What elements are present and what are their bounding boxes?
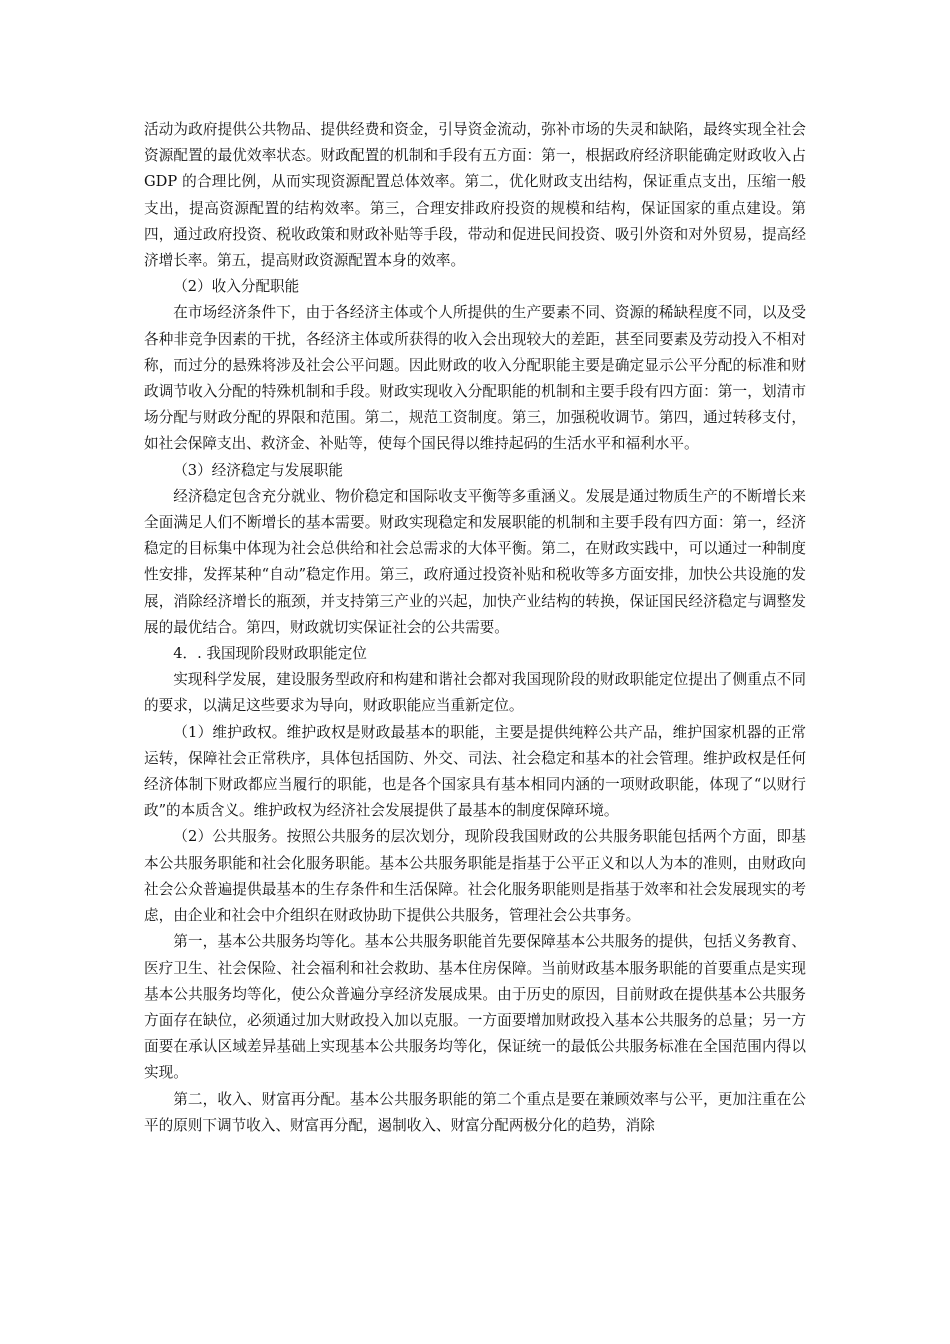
section-heading-economic-stability: （3）经济稳定与发展职能 <box>173 461 344 479</box>
paragraph-resource-allocation-continued: 活动为政府提供公共物品、提供经费和资金，引导资金流动，弥补市场的失灵和缺陷，最终实现全社会资源配置的最优效率状态。财政配置的机制和手段有五方面：第一，根据政府经济职能确定财政收入占 GDP 的合理比例，从而实现资源配置总体效率。第二，优化财政支出结构，保证重点支出，压缩一般支出，提高资源配置的结构效率。第三，合理安排政府投资的规模和结构，保证国家的重点建设。第四，通过政府投资、税收政策和财政补贴等手段，带动和促进民间投资、吸引外资和对外贸易，提高经济增长率。第五，提高财政资源配置本身的效率。 <box>144 121 806 270</box>
paragraph-wealth-redistribution: 第二，收入、财富再分配。基本公共服务职能的第二个重点是要在兼顾效率与公平，更加注重在公平的原则下调节收入、财富再分配，遏制收入、财富分配两极分化的趋势，消除 <box>144 1090 806 1134</box>
paragraph-public-service: （2）公共服务。按照公共服务的层次划分，现阶段我国财政的公共服务职能包括两个方面，即基本公共服务职能和社会化服务职能。基本公共服务职能是指基于公平正义和以人为本的准则，由财政向社会公众普遍提供最基本的生存条件和生活保障。社会化服务职能则是指基于效率和社会发展现实的考虑，由企业和社会中介组织在财政协助下提供公共服务，管理社会公共事务。 <box>144 828 806 925</box>
paragraph-economic-stability: 经济稳定包含充分就业、物价稳定和国际收支平衡等多重涵义。发展是通过物质生产的不断增长来全面满足人们不断增长的基本需要。财政实现稳定和发展职能的机制和主要手段有四方面：第一，经济稳定的目标集中体现为社会总供给和社会总需求的大体平衡。第二，在财政实践中，可以通过一种制度性安排，发挥某种“自动”稳定作用。第三，政府通过投资补贴和税收等多方面安排，加快公共设施的发展，消除经济增长的瓶颈，并支持第三产业的兴起，加快产业结构的转换，保证国民经济稳定与调整发展的最优结合。第四，财政就切实保证社会的公共需要。 <box>144 487 806 636</box>
section-heading-income-distribution: （2）收入分配职能 <box>173 278 300 296</box>
paragraph-service-equalization: 第一，基本公共服务均等化。基本公共服务职能首先要保障基本公共服务的提供，包括义务教育、医疗卫生、社会保险、社会福利和社会救助、基本住房保障。当前财政基本服务职能的首要重点是实现基本公共服务均等化，使公众普遍分享经济发展成果。由于历史的原因，目前财政在提供基本公共服务方面存在缺位，必须通过加大财政投入加以克服。一方面要增加财政投入基本公共服务的总量；另一方面要在承认区域差异基础上实现基本公共服务均等化，保证统一的最低公共服务标准在全国范围内得以实现。 <box>144 933 806 1082</box>
document-page <box>144 117 806 1139</box>
paragraph-income-distribution: 在市场经济条件下，由于各经济主体或个人所提供的生产要素不同、资源的稀缺程度不同，以及受各种非竞争因素的干扰，各经济主体或所获得的收入会出现较大的差距，甚至同要素及劳动投入不相对称，而过分的悬殊将涉及社会公平问题。因此财政的收入分配职能主要是确定显示公平分配的标准和财政调节收入分配的特殊机制和手段。财政实现收入分配职能的机制和主要手段有四方面：第一，划清市场分配与财政分配的界限和范围。第二，规范工资制度。第三，加强税收调节。第四，通过转移支付，如社会保障支出、救济金、补贴等，使每个国民得以维持起码的生活水平和福利水平。 <box>144 304 806 453</box>
section-heading-fiscal-positioning: 4．. 我国现阶段财政职能定位 <box>173 645 367 663</box>
paragraph-fiscal-positioning-intro: 实现科学发展，建设服务型政府和构建和谐社会都对我国现阶段的财政职能定位提出了侧重点不同的要求，以满足这些要求为导向，财政职能应当重新定位。 <box>144 671 806 715</box>
paragraph-maintain-regime: （1）维护政权。维护政权是财政最基本的职能，主要是提供纯粹公共产品，维护国家机器的正常运转，保障社会正常秩序，具体包括国防、外交、司法、社会稳定和基本的社会管理。维护政权是任何经济体制下财政都应当履行的职能，也是各个国家具有基本相同内涵的一项财政职能，体现了“以财行政”的本质含义。维护政权为经济社会发展提供了最基本的制度保障环境。 <box>144 723 806 820</box>
